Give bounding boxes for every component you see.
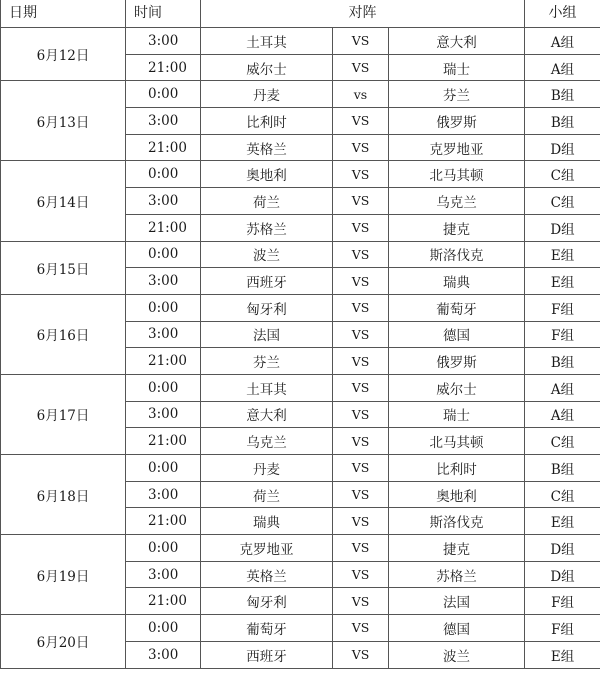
vs-cell: VS	[333, 455, 389, 482]
time-cell: 21:00	[126, 428, 201, 455]
header-group: 小组	[525, 0, 600, 28]
time-cell: 0:00	[126, 455, 201, 482]
table-row	[1, 161, 600, 188]
away-team-cell: 威尔士	[389, 374, 525, 401]
table-row	[1, 28, 600, 55]
vs-cell: VS	[333, 428, 389, 455]
time-cell: 3:00	[126, 641, 201, 668]
home-team-cell: 奥地利	[201, 161, 333, 188]
vs-cell: vs	[333, 81, 389, 108]
home-team-cell: 西班牙	[201, 268, 333, 295]
vs-cell: VS	[333, 588, 389, 615]
time-cell: 0:00	[126, 615, 201, 642]
time-cell: 0:00	[126, 294, 201, 321]
group-cell: A组	[525, 28, 600, 55]
vs-cell: VS	[333, 241, 389, 268]
time-cell: 0:00	[126, 241, 201, 268]
group-cell: A组	[525, 374, 600, 401]
group-cell: F组	[525, 615, 600, 642]
vs-cell: VS	[333, 108, 389, 135]
away-team-cell: 北马其顿	[389, 161, 525, 188]
time-cell: 3:00	[126, 561, 201, 588]
away-team-cell: 斯洛伐克	[389, 508, 525, 535]
group-cell: C组	[525, 161, 600, 188]
home-team-cell: 苏格兰	[201, 214, 333, 241]
table-row	[1, 374, 600, 401]
group-cell: A组	[525, 54, 600, 81]
time-cell: 3:00	[126, 321, 201, 348]
away-team-cell: 波兰	[389, 641, 525, 668]
home-team-cell: 匈牙利	[201, 588, 333, 615]
group-cell: E组	[525, 508, 600, 535]
away-team-cell: 瑞士	[389, 401, 525, 428]
time-cell: 21:00	[126, 588, 201, 615]
vs-cell: VS	[333, 268, 389, 295]
vs-cell: VS	[333, 481, 389, 508]
home-team-cell: 荷兰	[201, 188, 333, 215]
vs-cell: VS	[333, 508, 389, 535]
time-cell: 21:00	[126, 348, 201, 375]
time-cell: 3:00	[126, 108, 201, 135]
time-cell: 3:00	[126, 401, 201, 428]
vs-cell: VS	[333, 294, 389, 321]
header-date: 日期	[1, 0, 126, 28]
home-team-cell: 丹麦	[201, 455, 333, 482]
group-cell: D组	[525, 134, 600, 161]
date-cell: 6月15日	[1, 241, 126, 294]
vs-cell: VS	[333, 54, 389, 81]
vs-cell: VS	[333, 348, 389, 375]
away-team-cell: 克罗地亚	[389, 134, 525, 161]
home-team-cell: 土耳其	[201, 374, 333, 401]
home-team-cell: 法国	[201, 321, 333, 348]
away-team-cell: 苏格兰	[389, 561, 525, 588]
table-row	[1, 455, 600, 482]
group-cell: B组	[525, 348, 600, 375]
table-body	[1, 28, 600, 669]
time-cell: 0:00	[126, 374, 201, 401]
table-row	[1, 294, 600, 321]
group-cell: E组	[525, 641, 600, 668]
group-cell: D组	[525, 214, 600, 241]
home-team-cell: 土耳其	[201, 28, 333, 55]
vs-cell: VS	[333, 561, 389, 588]
date-cell: 6月18日	[1, 455, 126, 535]
away-team-cell: 斯洛伐克	[389, 241, 525, 268]
group-cell: E组	[525, 268, 600, 295]
home-team-cell: 芬兰	[201, 348, 333, 375]
home-team-cell: 威尔士	[201, 54, 333, 81]
date-cell: 6月16日	[1, 294, 126, 374]
table-row	[1, 81, 600, 108]
vs-cell: VS	[333, 28, 389, 55]
away-team-cell: 葡萄牙	[389, 294, 525, 321]
home-team-cell: 克罗地亚	[201, 535, 333, 562]
vs-cell: VS	[333, 134, 389, 161]
away-team-cell: 意大利	[389, 28, 525, 55]
group-cell: B组	[525, 81, 600, 108]
away-team-cell: 比利时	[389, 455, 525, 482]
date-cell: 6月19日	[1, 535, 126, 615]
vs-cell: VS	[333, 401, 389, 428]
header-match: 对阵	[201, 0, 525, 28]
vs-cell: VS	[333, 641, 389, 668]
away-team-cell: 奥地利	[389, 481, 525, 508]
away-team-cell: 法国	[389, 588, 525, 615]
group-cell: C组	[525, 481, 600, 508]
date-cell: 6月20日	[1, 615, 126, 668]
table-header	[1, 0, 600, 28]
table-row	[1, 615, 600, 642]
header-time: 时间	[126, 0, 201, 28]
table-row	[1, 241, 600, 268]
group-cell: D组	[525, 535, 600, 562]
home-team-cell: 英格兰	[201, 134, 333, 161]
time-cell: 21:00	[126, 214, 201, 241]
time-cell: 3:00	[126, 28, 201, 55]
group-cell: E组	[525, 241, 600, 268]
time-cell: 21:00	[126, 54, 201, 81]
home-team-cell: 匈牙利	[201, 294, 333, 321]
home-team-cell: 西班牙	[201, 641, 333, 668]
away-team-cell: 俄罗斯	[389, 108, 525, 135]
home-team-cell: 波兰	[201, 241, 333, 268]
home-team-cell: 葡萄牙	[201, 615, 333, 642]
time-cell: 21:00	[126, 508, 201, 535]
away-team-cell: 捷克	[389, 214, 525, 241]
date-cell: 6月14日	[1, 161, 126, 241]
time-cell: 3:00	[126, 481, 201, 508]
time-cell: 3:00	[126, 188, 201, 215]
home-team-cell: 丹麦	[201, 81, 333, 108]
away-team-cell: 北马其顿	[389, 428, 525, 455]
group-cell: A组	[525, 401, 600, 428]
home-team-cell: 英格兰	[201, 561, 333, 588]
vs-cell: VS	[333, 321, 389, 348]
group-cell: F组	[525, 588, 600, 615]
group-cell: C组	[525, 188, 600, 215]
vs-cell: VS	[333, 535, 389, 562]
vs-cell: VS	[333, 615, 389, 642]
home-team-cell: 荷兰	[201, 481, 333, 508]
away-team-cell: 德国	[389, 615, 525, 642]
time-cell: 21:00	[126, 134, 201, 161]
date-cell: 6月12日	[1, 28, 126, 81]
away-team-cell: 乌克兰	[389, 188, 525, 215]
home-team-cell: 瑞典	[201, 508, 333, 535]
group-cell: B组	[525, 108, 600, 135]
group-cell: D组	[525, 561, 600, 588]
vs-cell: VS	[333, 161, 389, 188]
vs-cell: VS	[333, 374, 389, 401]
away-team-cell: 俄罗斯	[389, 348, 525, 375]
time-cell: 0:00	[126, 81, 201, 108]
away-team-cell: 瑞士	[389, 54, 525, 81]
group-cell: F组	[525, 294, 600, 321]
table-row	[1, 535, 600, 562]
date-cell: 6月17日	[1, 374, 126, 454]
home-team-cell: 比利时	[201, 108, 333, 135]
time-cell: 3:00	[126, 268, 201, 295]
time-cell: 0:00	[126, 535, 201, 562]
group-cell: B组	[525, 455, 600, 482]
time-cell: 0:00	[126, 161, 201, 188]
group-cell: F组	[525, 321, 600, 348]
away-team-cell: 捷克	[389, 535, 525, 562]
away-team-cell: 瑞典	[389, 268, 525, 295]
home-team-cell: 乌克兰	[201, 428, 333, 455]
date-cell: 6月13日	[1, 81, 126, 161]
home-team-cell: 意大利	[201, 401, 333, 428]
away-team-cell: 芬兰	[389, 81, 525, 108]
group-cell: C组	[525, 428, 600, 455]
header-row	[1, 0, 600, 28]
away-team-cell: 德国	[389, 321, 525, 348]
vs-cell: VS	[333, 214, 389, 241]
vs-cell: VS	[333, 188, 389, 215]
